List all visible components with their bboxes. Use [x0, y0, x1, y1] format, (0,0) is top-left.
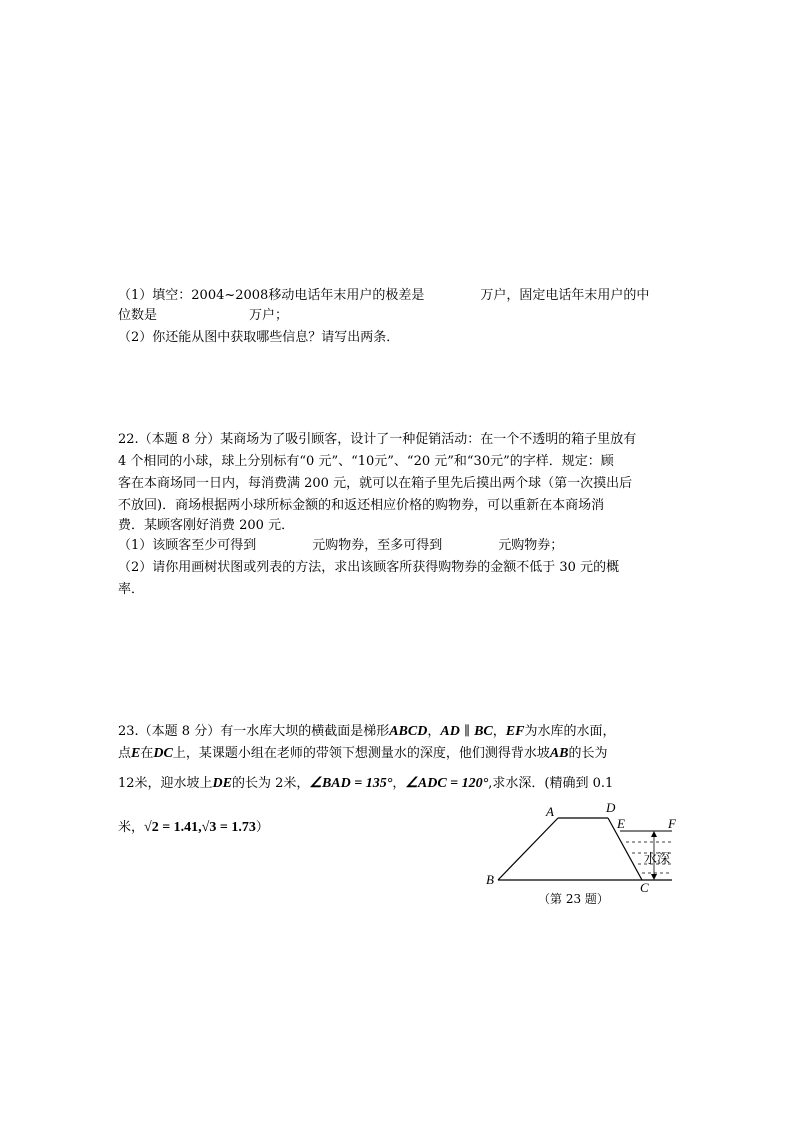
q23-text: 12米，迎水坡上 — [118, 776, 213, 791]
q23-text: 为水库的水面， — [524, 724, 616, 739]
math-angle-bad: ∠BAD = 135° — [309, 776, 393, 791]
q22-text: 元购物券； — [498, 538, 564, 553]
math-dc: DC — [153, 746, 173, 761]
point-c-label: C — [640, 880, 649, 895]
q22-line-2: 4 个相同的小球，球上分别标有“0 元”、“10元”、“20 元”和“30元”的字样．规定：顾 — [118, 454, 614, 469]
q23-text: 23.（本题 8 分）有一水库大坝的横截面是梯形 — [118, 724, 390, 739]
q21-line-3: （2）你还能从图中获取哪些信息？请写出两条． — [118, 330, 400, 345]
point-b-label: B — [486, 872, 494, 887]
point-e-label: E — [617, 816, 625, 831]
arrow-down-icon — [651, 874, 657, 880]
q23-line-1 — [118, 722, 616, 742]
q23-text: 米， — [118, 820, 145, 835]
math-e: E — [131, 746, 141, 761]
q22-line-5: 费．某顾客刚好消费 200 元． — [118, 518, 295, 533]
q23-text: ， — [492, 724, 506, 739]
q22-line-7: （2）请你用画树状图或列表的方法，求出该顾客所获得购物券的金额不低于 30 元的概 — [118, 560, 620, 575]
q23-text: 点 — [118, 746, 132, 761]
math-angle-adc: ∠ADC = 120° — [405, 776, 489, 791]
q23-text: 在 — [140, 746, 154, 761]
math-ef: EF — [505, 724, 525, 739]
edge-dc — [608, 818, 642, 880]
q21-line-1 — [118, 286, 649, 306]
q22-line-8: 率． — [118, 582, 145, 597]
arrow-up-icon — [651, 831, 657, 837]
q22-line-4: 不放回)．商场根据两小球所标金额的和返还相应价格的购物券，可以重新在本商场消 — [118, 498, 605, 513]
parallel-symbol: ∥ — [459, 724, 475, 739]
q22-line-6 — [118, 536, 563, 556]
point-d-label: D — [606, 800, 616, 815]
trapezoid-figure — [486, 800, 686, 912]
math-ab: AB — [549, 746, 569, 761]
math-bc: BC — [474, 724, 493, 739]
q23-text: ， — [427, 724, 441, 739]
q23-line-4 — [118, 818, 269, 838]
q23-text: 上，某课题小组在老师的带领下想测量水的深度，他们测得背水坡 — [172, 746, 550, 761]
math-abcd: ABCD — [389, 724, 428, 739]
q23-line-2 — [118, 744, 608, 764]
q22-line-1: 22.（本题 8 分）某商场为了吸引顾客，设计了一种促销活动：在一个不透明的箱子里放有 — [118, 432, 637, 447]
q22-line-3: 客在本商场同一日内，每消费满 200 元，就可以在箱子里先后摸出两个球（第一次摸出后 — [118, 476, 633, 491]
q21-text: 万户，固定电话年末用户的中 — [480, 288, 650, 303]
q23-text: 的长为 — [568, 746, 608, 761]
math-de: DE — [212, 776, 232, 791]
q23-text: ） — [255, 820, 269, 835]
point-f-label: F — [668, 816, 676, 831]
q23-text: ,求水深．(精确到 0.1 — [488, 776, 614, 791]
q23-line-3 — [118, 774, 613, 794]
q21-text: （1）填空：2004~2008移动电话年末用户的极差是 — [118, 288, 425, 303]
math-ad: AD — [440, 724, 460, 739]
figure-caption: （第 23 题） — [538, 892, 609, 906]
q22-text: （1）该顾客至少可得到 — [118, 538, 257, 553]
q23-text: 的长为 2米， — [232, 776, 310, 791]
math-sqrt-values: √2 = 1.41,√3 = 1.73 — [144, 820, 256, 835]
q22-text: 元购物券，至多可得到 — [312, 538, 443, 553]
q21-text: 万户； — [249, 308, 289, 323]
depth-label: 水深 — [644, 852, 671, 867]
point-a-label: A — [546, 804, 554, 819]
edge-ab — [498, 818, 558, 880]
q21-line-2 — [118, 306, 288, 326]
q23-text: ， — [392, 776, 406, 791]
q21-text: 位数是 — [118, 308, 158, 323]
